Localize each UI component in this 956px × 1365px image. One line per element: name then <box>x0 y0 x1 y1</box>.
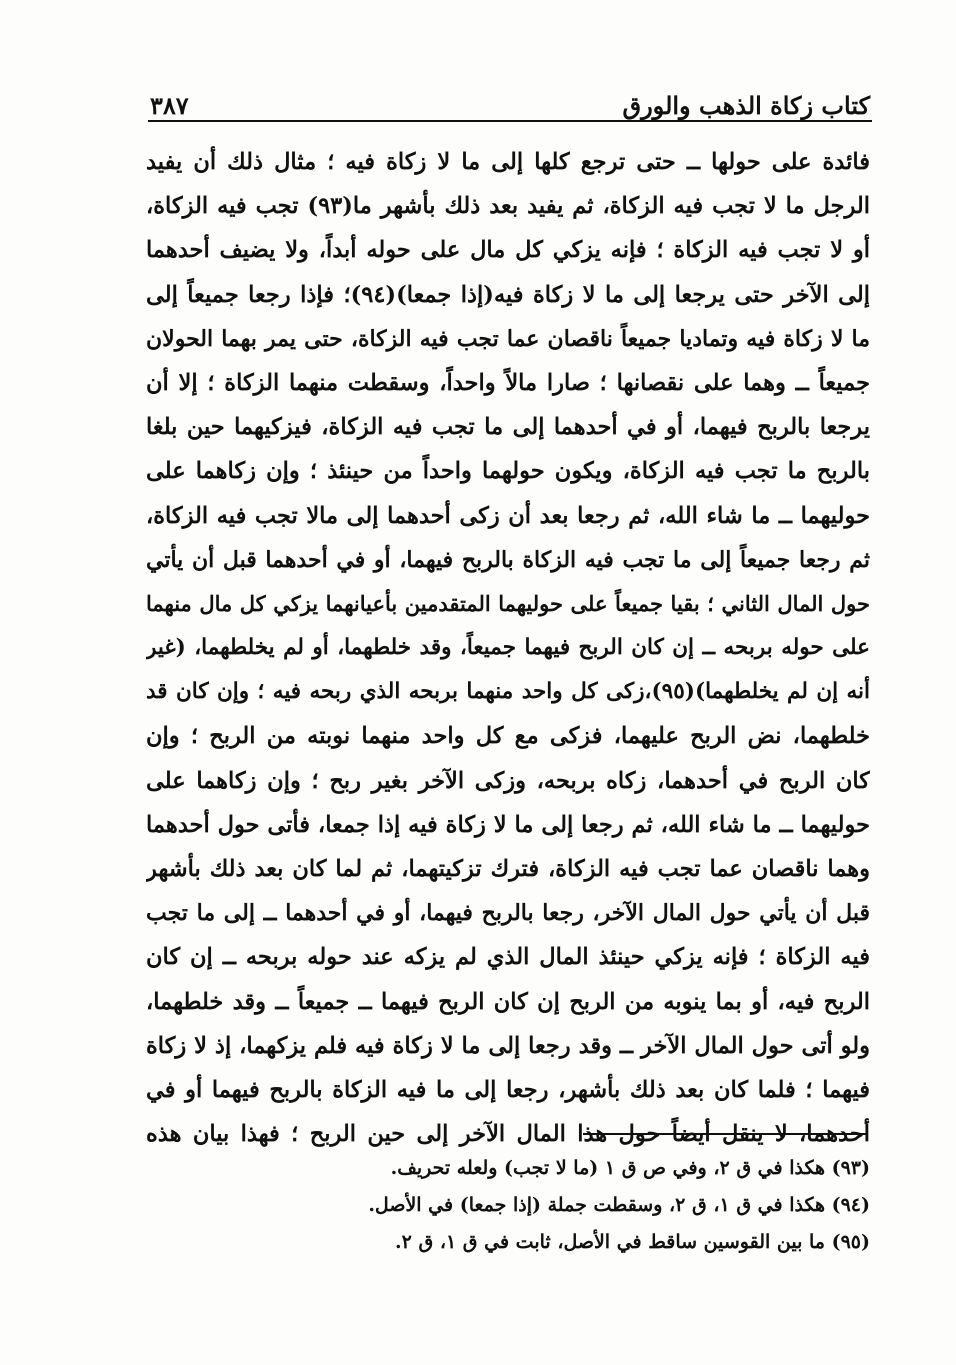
footnote: (٩٣) هكذا في ق ٢، وفي ص ق ١ (ما لا تجب) ولعله تحريف. <box>390 1157 870 1179</box>
main-text <box>146 140 870 1156</box>
text-line: إلى الآخر حتى يرجعا إلى ما لا زكاة فيه(إذا جمعا)(٩٤)؛ فإذا رجعا جميعاً إلى <box>146 281 870 308</box>
footnotes <box>300 1150 870 1261</box>
text-line: ما لا زكاة فيه وتماديا جميعاً ناقصان عما تجب فيه الزكاة، حتى يمر بهما الحولان <box>146 325 870 352</box>
text-line: أنه إن لم يخلطهما)(٩٥)،زكى كل واحد منهما بربحه الذي ربحه فيه ؛ وإن كان قد <box>146 679 870 705</box>
text-line: الرجل ما لا تجب فيه الزكاة، ثم يفيد بعد ذلك بأشهر ما(٩٣) تجب فيه الزكاة، <box>146 193 870 220</box>
text-line: ولو أتى حول المال الآخر ــ وقد رجعا إلى ما لا زكاة فيه فلم يزكهما، إذ لا زكاة <box>146 1032 870 1059</box>
text-line: على حوله بربحه ــ إن كان الربح فيهما جميعاً، وقد خلطهما، أو لم يخلطهما، (غير <box>146 635 870 661</box>
running-title: كتاب زكاة الذهب والورق <box>622 91 870 120</box>
text-line: فائدة على حولها ــ حتى ترجع كلها إلى ما لا زكاة فيه ؛ مثال ذلك أن يفيد <box>146 149 870 175</box>
text-line: حوليهما ــ ما شاء الله، ثم رجعا إلى ما لا زكاة فيه إذا جمعا، فأتى حول أحدهما <box>146 811 870 838</box>
text-line: خلطهما، نض الربح عليهما، فزكى مع كل واحد منهما نوبته من الربح ؛ وإن <box>146 723 870 750</box>
page-number: ٣٨٧ <box>150 91 189 120</box>
footnote: (٩٥) ما بين القوسين ساقط في الأصل، ثابت في ق ١، ق ٢. <box>395 1231 870 1253</box>
text-line: حول المال الثاني ؛ بقيا جميعاً على حوليهما المتقدمين بأعيانهما يزكي كل مال منهما <box>146 590 870 616</box>
footnote-rule <box>583 1133 867 1135</box>
text-line: أو لا تجب فيه الزكاة ؛ فإنه يزكي كل مال على حوله أبداً، ولا يضيف أحدهما <box>146 237 870 264</box>
text-line: بالربح ما تجب فيه الزكاة، ويكون حولهما واحداً من حينئذ ؛ وإن زكاهما على <box>146 458 870 485</box>
text-line: الربح فيه، أو بما ينوبه من الربح إن كان الربح فيهما ــ جميعاً ــ وقد خلطهما، <box>146 988 870 1015</box>
text-line: حوليهما ــ ما شاء الله، ثم رجعا بعد أن زكى أحدهما إلى مالا تجب فيه الزكاة، <box>146 502 870 529</box>
text-line: وهما ناقصان عما تجب فيه الزكاة، فترك تزكيتهما، ثم لما كان بعد ذلك بأشهر <box>146 856 870 882</box>
text-line: يرجعا بالربح فيهما، أو في أحدهما إلى ما تجب فيه الزكاة، فيزكيهما حين بلغا <box>146 414 870 441</box>
text-line: ثم رجعا جميعاً إلى ما تجب فيه الزكاة بالربح فيهما، أو في أحدهما قبل أن يأتي <box>146 546 870 573</box>
footnote: (٩٤) هكذا في ق ١، ق ٢، وسقطت جملة (إذا جمعا) في الأصل. <box>368 1194 870 1216</box>
text-line: قبل أن يأتي حول المال الآخر، رجعا بالربح فيهما، أو في أحدهما ــ إلى ما تجب <box>146 900 870 927</box>
text-line: أحدهما، لا ينقل أيضاً حول هذا المال الآخر إلى حين الربح ؛ فهذا بيان هذه <box>146 1121 870 1148</box>
running-header <box>150 86 870 120</box>
text-line: كان الربح في أحدهما، زكاه بربحه، وزكى الآخر بغير ربح ؛ وإن زكاهما على <box>146 767 870 794</box>
text-line: فيه الزكاة ؛ فإنه يزكي حينئذ المال الذي لم يزكه عند حوله بربحه ــ إن كان <box>146 944 870 971</box>
text-line: جميعاً ــ وهما على نقصانها ؛ صارا مالاً واحداً، وسقطت منهما الزكاة ؛ إلا أن <box>146 369 870 396</box>
text-line: فيهما ؛ فلما كان بعد ذلك بأشهر، رجعا إلى ما فيه الزكاة بالربح فيهما أو في <box>146 1076 870 1103</box>
header-rule <box>148 120 872 122</box>
